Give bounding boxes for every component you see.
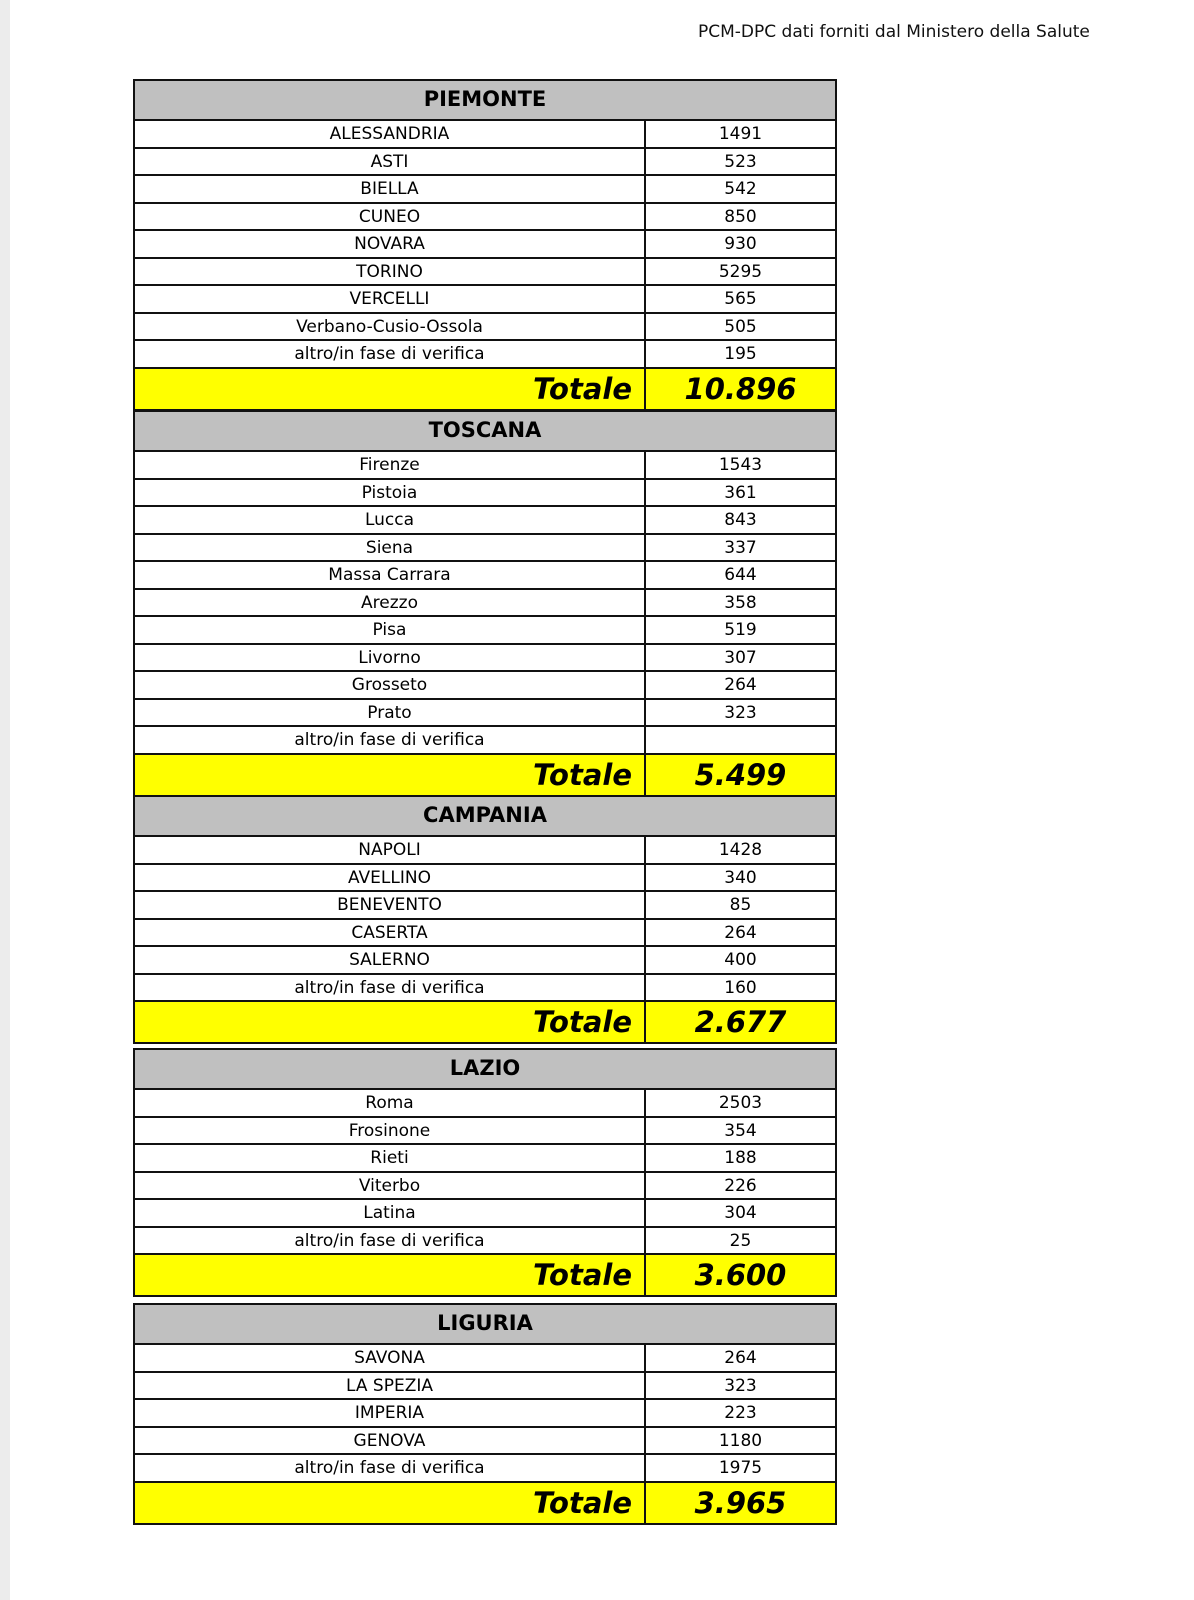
province-name: Rieti: [135, 1145, 646, 1171]
case-count: 85: [729, 895, 752, 915]
case-count: 519: [724, 620, 757, 640]
province-name: Pistoia: [135, 480, 646, 506]
case-count: 542: [724, 179, 757, 199]
province-name: AVELLINO: [135, 865, 646, 891]
region-title: LIGURIA: [135, 1305, 835, 1345]
case-count: 195: [724, 344, 757, 364]
total-row: [135, 369, 835, 409]
province-name: Livorno: [135, 645, 646, 671]
case-count: 354: [724, 1120, 757, 1141]
total-value: 3.600: [694, 1258, 787, 1292]
case-count: 323: [724, 702, 757, 723]
region-table-lazio: [133, 1048, 837, 1297]
case-count: 264: [724, 1348, 757, 1368]
total-value: 2.677: [694, 1005, 787, 1039]
case-count: 25: [729, 1230, 752, 1251]
region-title: CAMPANIA: [135, 797, 835, 837]
province-name: TORINO: [135, 259, 646, 285]
case-count: 5295: [718, 261, 763, 282]
case-count: 644: [724, 565, 757, 585]
table-row: [135, 1345, 835, 1373]
province-name: Pisa: [135, 617, 646, 643]
table-row: [135, 727, 835, 755]
source-note: PCM-DPC dati forniti dal Ministero della Salute: [698, 22, 1090, 42]
province-name: NOVARA: [135, 231, 646, 257]
table-row: [135, 176, 835, 204]
province-name: BIELLA: [135, 176, 646, 202]
province-name: altro/in fase di verifica: [135, 727, 646, 753]
province-name: Verbano-Cusio-Ossola: [135, 314, 646, 340]
province-name: ASTI: [135, 149, 646, 175]
case-count: 930: [724, 234, 757, 254]
table-row: [135, 121, 835, 149]
province-name: SAVONA: [135, 1345, 646, 1371]
table-row: [135, 341, 835, 369]
province-name: Lucca: [135, 507, 646, 533]
table-row: [135, 452, 835, 480]
total-row: [135, 1255, 835, 1295]
case-count: [646, 727, 835, 753]
table-row: [135, 507, 835, 535]
document-page: [10, 0, 1194, 1600]
table-row: [135, 314, 835, 342]
table-row: [135, 204, 835, 232]
province-name: Massa Carrara: [135, 562, 646, 588]
table-row: [135, 1145, 835, 1173]
table-row: [135, 259, 835, 287]
case-count: 400: [724, 950, 757, 970]
table-row: [135, 1455, 835, 1483]
province-name: altro/in fase di verifica: [135, 341, 646, 367]
case-count: 223: [724, 1403, 757, 1423]
region-title: PIEMONTE: [135, 81, 835, 121]
province-name: CUNEO: [135, 204, 646, 230]
case-count: 358: [724, 592, 757, 613]
region-title: TOSCANA: [135, 412, 835, 452]
table-row: [135, 1118, 835, 1146]
table-row: [135, 865, 835, 893]
total-label: Totale: [135, 1483, 646, 1523]
case-count: 304: [724, 1203, 757, 1223]
table-row: [135, 1200, 835, 1228]
case-count: 565: [724, 289, 757, 309]
case-count: 850: [724, 206, 757, 227]
total-value: 3.965: [694, 1485, 787, 1520]
case-count: 2503: [718, 1093, 763, 1113]
total-row: [135, 1483, 835, 1523]
region-table-toscana: [133, 410, 837, 797]
province-name: Roma: [135, 1090, 646, 1116]
table-row: [135, 645, 835, 673]
region-table-liguria: [133, 1303, 837, 1525]
case-count: 323: [724, 1375, 757, 1396]
province-name: NAPOLI: [135, 837, 646, 863]
case-count: 1428: [718, 840, 763, 860]
case-count: 843: [724, 510, 757, 530]
province-name: SALERNO: [135, 947, 646, 973]
table-row: [135, 947, 835, 975]
table-row: [135, 892, 835, 920]
province-name: CASERTA: [135, 920, 646, 946]
total-value: 10.896: [684, 371, 797, 406]
province-name: Frosinone: [135, 1118, 646, 1144]
table-row: [135, 590, 835, 618]
province-name: Firenze: [135, 452, 646, 478]
case-count: 307: [724, 647, 757, 668]
case-count: 505: [724, 316, 757, 337]
case-count: 361: [724, 482, 757, 503]
table-row: [135, 1428, 835, 1456]
province-name: Latina: [135, 1200, 646, 1226]
table-row: [135, 975, 835, 1003]
case-count: 1543: [718, 455, 763, 475]
table-row: [135, 1173, 835, 1201]
table-row: [135, 1400, 835, 1428]
table-row: [135, 1090, 835, 1118]
region-table-piemonte: [133, 79, 837, 411]
table-row: [135, 535, 835, 563]
table-row: [135, 562, 835, 590]
table-row: [135, 700, 835, 728]
table-row: [135, 920, 835, 948]
table-row: [135, 1228, 835, 1256]
province-name: Grosseto: [135, 672, 646, 698]
region-title: LAZIO: [135, 1050, 835, 1090]
total-value: 5.499: [694, 757, 787, 792]
case-count: 1180: [718, 1430, 763, 1451]
case-count: 337: [724, 537, 757, 558]
case-count: 1975: [718, 1458, 763, 1478]
province-name: Viterbo: [135, 1173, 646, 1199]
province-name: Siena: [135, 535, 646, 561]
province-name: GENOVA: [135, 1428, 646, 1454]
total-label: Totale: [135, 1002, 646, 1042]
total-label: Totale: [135, 1255, 646, 1295]
table-row: [135, 672, 835, 700]
case-count: 1491: [718, 124, 763, 144]
region-table-campania: [133, 795, 837, 1044]
province-name: Arezzo: [135, 590, 646, 616]
province-name: altro/in fase di verifica: [135, 1228, 646, 1254]
total-label: Totale: [135, 369, 646, 409]
case-count: 226: [724, 1175, 757, 1196]
table-row: [135, 480, 835, 508]
case-count: 264: [724, 675, 757, 695]
province-name: VERCELLI: [135, 286, 646, 312]
total-row: [135, 1002, 835, 1042]
province-name: altro/in fase di verifica: [135, 1455, 646, 1481]
province-name: altro/in fase di verifica: [135, 975, 646, 1001]
total-label: Totale: [135, 755, 646, 795]
case-count: 160: [724, 977, 757, 998]
table-row: [135, 1373, 835, 1401]
province-name: BENEVENTO: [135, 892, 646, 918]
province-name: Prato: [135, 700, 646, 726]
case-count: 340: [724, 867, 757, 888]
province-name: LA SPEZIA: [135, 1373, 646, 1399]
province-name: ALESSANDRIA: [135, 121, 646, 147]
case-count: 523: [724, 151, 757, 172]
table-row: [135, 231, 835, 259]
case-count: 188: [724, 1148, 757, 1168]
table-row: [135, 286, 835, 314]
table-row: [135, 837, 835, 865]
province-name: IMPERIA: [135, 1400, 646, 1426]
table-row: [135, 617, 835, 645]
case-count: 264: [724, 922, 757, 943]
table-row: [135, 149, 835, 177]
total-row: [135, 755, 835, 795]
